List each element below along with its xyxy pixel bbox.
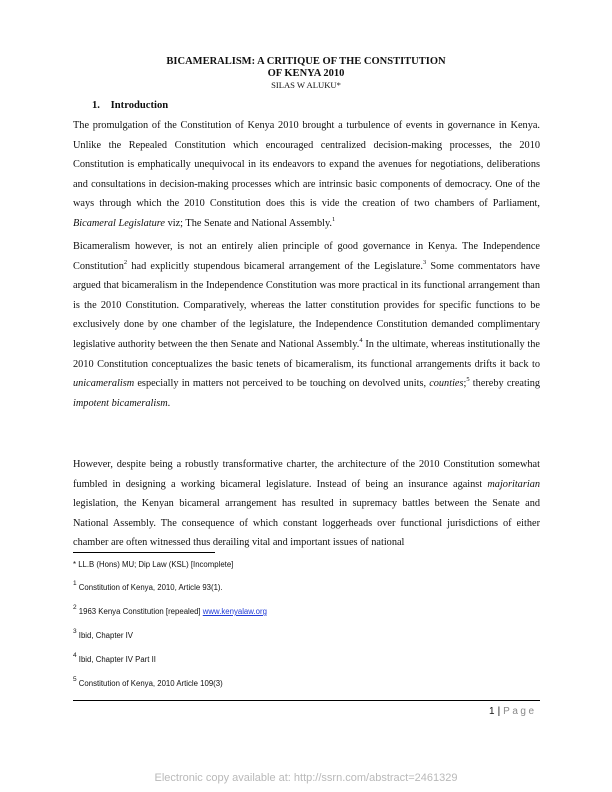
footnote-3-text: Ibid, Chapter IV (76, 631, 133, 640)
p2-text-f: especially in matters not perceived to be touching on devolved units, (134, 378, 430, 390)
footnote-1 (73, 580, 223, 593)
paper-title-line-2: OF KENYA 2010 (267, 68, 345, 79)
author-name: SILAS W ALUKU* (271, 80, 341, 90)
p2-text-k: . (167, 397, 171, 409)
p2-text-h: ; (463, 378, 467, 390)
page-footer-divider (73, 700, 540, 701)
p2-italic-counties: counties (429, 378, 464, 390)
page-number-separator: | (497, 706, 501, 717)
p2-italic-impotent: impotent bicameralism (73, 397, 168, 409)
footnote-author: * LL.B (Hons) MU; Dip Law (KSL) [Incomplete] (73, 560, 234, 569)
paper-title-line-1: BICAMERALISM: A CRITIQUE OF THE CONSTITUTION (166, 56, 446, 67)
footnote-1-mark: 1 (73, 580, 77, 587)
p2-italic-unicameralism: unicameralism (73, 378, 135, 390)
p1-italic-term: Bicameral Legislature (73, 217, 165, 229)
section-heading (92, 100, 168, 111)
ssrn-download-note: Electronic copy available at: http://ssrn.com/abstract=2461329 (154, 772, 458, 784)
footnote-ref-4[interactable]: 4 (359, 336, 363, 344)
page-word: Page (503, 706, 537, 717)
footnote-2-mark: 2 (73, 604, 77, 611)
footnote-4 (73, 652, 156, 665)
section-number: 1. (92, 100, 100, 111)
p3-text-a: However, despite being a robustly transformative charter, the architecture of the 2010 Constitution somewhat fumbled in designing a working bicameral legislature. Instead of being an insurance against (73, 459, 540, 490)
p3-text-c: legislation, the Kenyan bicameral arrangement has resulted in supremacy battles between the Senate and National Assembly. The consequence of which constant loggerheads over functional jurisdictions of either chamber are often witnessed thus derailing vital and important issues of national (73, 498, 540, 549)
page-number-value: 1 (489, 706, 495, 717)
footnote-2 (73, 604, 267, 617)
footnote-5-mark: 5 (73, 676, 77, 683)
footnote-ref-2[interactable]: 2 (123, 258, 128, 266)
footnote-1-text: Constitution of Kenya, 2010, Article 93(1). (76, 583, 223, 592)
paragraph-1 (73, 116, 540, 234)
footnote-5 (73, 676, 223, 689)
footnote-ref-3[interactable]: 3 (422, 258, 427, 266)
page-number (489, 706, 537, 717)
footnote-4-text: Ibid, Chapter IV Part II (76, 655, 156, 664)
footnote-2-text: 1963 Kenya Constitution [repealed] (76, 607, 203, 616)
p2-text-c: Some commentators have argued that bicameralism in the Independence Constitution was more practical in its functional arrangement than is the 2010 Constitution. Comparatively, whereas the latter constitution provides for specific functions to be exclusively done by one chamber of the legislature, the Independence Constitution demanded complimentary legislative authority between the then Senate and National Assembly. (73, 260, 541, 350)
p2-text-d: In the ultimate, whereas institutionally the 2010 Constitution conceptualizes the basic tenets of bicameralism, its functional arrangements drifts it back to (73, 338, 541, 370)
kenyalaw-link[interactable]: www.kenyalaw.org (202, 607, 267, 616)
p1-text-c: viz; The Senate and National Assembly. (165, 217, 333, 229)
footnote-4-mark: 4 (73, 652, 77, 659)
footnote-5-text: Constitution of Kenya, 2010 Article 109(3) (76, 679, 223, 688)
p3-italic-majoritarian: majoritarian (487, 478, 540, 490)
section-title: Introduction (110, 100, 169, 111)
footnote-3-mark: 3 (73, 628, 77, 635)
p2-text-b: had explicitly stupendous bicameral arrangement of the Legislature. (127, 260, 423, 272)
footnote-ref-1[interactable]: 1 (332, 215, 336, 223)
footnote-ref-5[interactable]: 5 (466, 376, 470, 384)
p2-text-a: Bicameralism however, is not an entirely alien principle of good governance in Kenya. The Independence Constitution (73, 241, 540, 272)
paragraph-3 (73, 455, 540, 553)
p1-text-a: The promulgation of the Constitution of Kenya 2010 brought a turbulence of events in governance in Kenya. Unlike the Repealed Constitution which encouraged centralized decision-making processes, the 2010 Constitution is emphatically unequivocal in its endeavors to expand the avenues for negotiations, deliberations and consultations in decision-making processes which are intrinsic basic components of democracy. One of the ways through which the 2010 Constitution does this is vide the creation of two chambers of Parliament, (73, 120, 540, 210)
footnote-3 (73, 628, 133, 641)
paragraph-2 (73, 237, 540, 413)
p2-text-i: thereby creating (469, 378, 540, 390)
footnote-divider (73, 552, 215, 553)
paper-title (0, 56, 612, 80)
